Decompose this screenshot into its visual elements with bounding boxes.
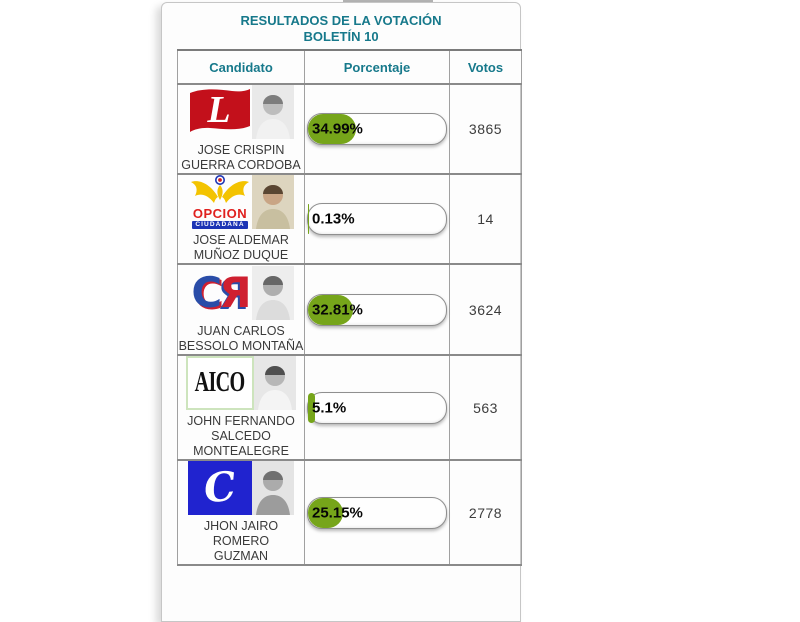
opcion-word: OPCION: [193, 208, 247, 220]
aico-logo: [186, 356, 254, 410]
candidate-photo: [254, 356, 296, 410]
cr-letter-c: C: [191, 266, 219, 320]
table-header-row: [178, 50, 522, 84]
percentage-bar: [307, 497, 447, 529]
table-row: [178, 355, 522, 460]
candidate-cell: [178, 460, 305, 565]
percentage-label: 25.15%: [312, 504, 363, 521]
percentage-label: 32.81%: [312, 301, 363, 318]
opcion-phoenix-icon: [188, 175, 252, 208]
candidate-cell: [178, 174, 305, 264]
table-row: [178, 264, 522, 355]
candidate-name: JOSE CRISPIN GUERRA CORDOBA: [178, 143, 304, 173]
table-row: [178, 84, 522, 174]
table-row: [178, 174, 522, 264]
cr-letter-r: Я: [219, 266, 248, 320]
partido-conservador-logo: [188, 461, 252, 515]
opcion-ciudadana-logo: [188, 175, 252, 229]
percentage-cell: [305, 84, 450, 174]
percentage-bar: [307, 203, 447, 235]
title-line-1: RESULTADOS DE LA VOTACIÓN: [176, 13, 506, 29]
liberal-flag-icon: [188, 85, 252, 139]
percentage-bar: [307, 392, 447, 424]
candidate-photo: [252, 85, 294, 139]
partido-liberal-logo: [188, 85, 252, 139]
results-card: [161, 2, 521, 622]
title-line-2: BOLETÍN 10: [176, 29, 506, 45]
percentage-bar: [307, 113, 447, 145]
candidate-photo: [252, 266, 294, 320]
percentage-label: 0.13%: [312, 211, 355, 228]
liberal-letter: L: [206, 89, 230, 131]
percentage-bar: [307, 294, 447, 326]
candidate-cell: [178, 84, 305, 174]
cambio-radical-logo: [188, 266, 252, 320]
candidate-cell: [178, 355, 305, 460]
candidate-cell: [178, 264, 305, 355]
votes-value: 14: [450, 174, 522, 264]
ciudadana-word: CIUDADANA: [192, 221, 247, 229]
header-candidato: Candidato: [178, 50, 305, 84]
votes-value: 3865: [450, 84, 522, 174]
candidate-name: JUAN CARLOS BESSOLO MONTAÑA: [178, 324, 304, 354]
candidate-photo: [252, 461, 294, 515]
percentage-cell: [305, 355, 450, 460]
candidate-name: JOSE ALDEMAR MUÑOZ DUQUE: [178, 233, 304, 263]
candidate-photo: [252, 175, 294, 229]
percentage-label: 34.99%: [312, 121, 363, 138]
header-porcentaje: Porcentaje: [305, 50, 450, 84]
votes-value: 563: [450, 355, 522, 460]
header-votos: Votos: [450, 50, 522, 84]
candidate-name: JHON JAIRO ROMERO GUZMAN: [178, 519, 304, 564]
results-table: [177, 49, 522, 566]
percentage-cell: [305, 460, 450, 565]
table-row: [178, 460, 522, 565]
votes-value: 2778: [450, 460, 522, 565]
candidate-name: JOHN FERNANDO SALCEDO MONTEALEGRE: [178, 414, 304, 459]
votes-value: 3624: [450, 264, 522, 355]
percentage-cell: [305, 174, 450, 264]
conservador-letter: C: [201, 459, 238, 516]
page-title: [176, 13, 506, 45]
percentage-cell: [305, 264, 450, 355]
aico-word: AICO: [195, 367, 245, 399]
percentage-label: 5.1%: [312, 399, 346, 416]
